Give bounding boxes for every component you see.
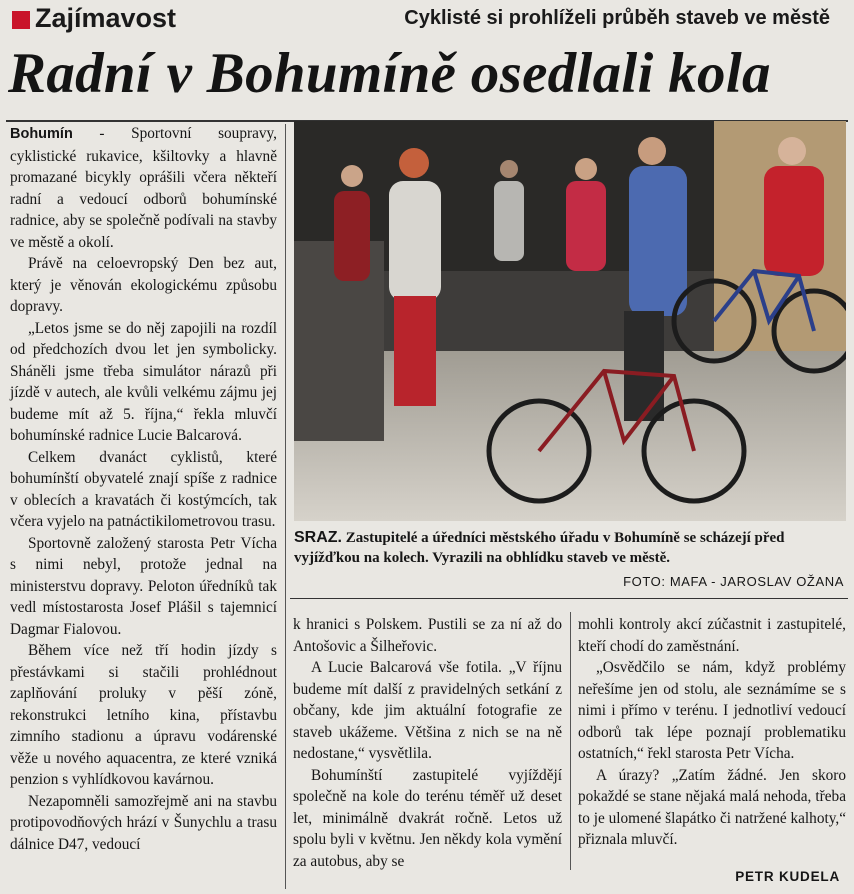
article-column-3 [578,614,846,851]
lead-paragraph: Bohumín - Sportovní soupravy, cyklistické rukavice, kšiltovky a hlavně promazané bicykly oprášili včera někteří radní a vedoucí odborů bohumínské radnice, aby se společně podívali na stavby ve městě a okolí. [10,125,277,251]
caption-rule [290,598,848,599]
caption-text: Zastupitelé a úředníci městského úřadu v Bohumíně se scházejí před vyjížďkou na kolech. Vyrazili na obhlídku staveb ve městě. [294,530,785,566]
paragraph: „Osvědčilo se nám, když problémy neřešíme jen od stolu, ale seznámíme se s nimi i přímo v terénu. I jednotliví vedoucí odborů tak lépe poznají problematiku ostatních,“ řekl starosta Petr Vícha. [578,659,846,762]
paragraph: A Lucie Balcarová vše fotila. „V říjnu budeme mít další z pravidelných setkání z občany, kde jim aktuální fotografie ze staveb ukážeme. Většina z nich se na ně nedostane,“ vysvětlila. [293,659,562,762]
paragraph: Celkem dvanáct cyklistů, které bohumínští obyvatelé znají spíše z radnice v oblecích a kravatách či kostýmcích, tak včera vyjelo na patnáctikilometrovou trasu. [10,448,277,530]
column-divider [570,612,571,870]
paragraph: k hranici s Polskem. Pustili se za ní až do Antošovic a Šilheřovic. [293,616,562,655]
paragraph: mohli kontroly akcí zúčastnit i zastupitelé, kteří chodí do zaměstnání. [578,616,846,655]
rubric-marker [12,11,30,29]
cyclists-illustration [294,121,846,521]
author-byline: PETR KUDELA [735,869,840,884]
article-headline: Radní v Bohumíně osedlali kola [8,42,771,105]
photo-caption [294,528,846,568]
column-divider [285,124,286,889]
article-subheading: Cyklisté si prohlíželi průběh staveb ve městě [404,7,830,29]
news-photo-cyclists [294,121,846,521]
article-header [0,0,854,124]
paragraph: Nezapomněli samozřejmě ani na stavbu protipovodňových hrází v Šunychlu a trasu dálnice D47, vedoucí [10,792,277,853]
paragraph: Sportovně založený starosta Petr Vícha s nimi nebyl, protože jednal na ministerstvu dopravy. Peloton úředníků tak vedl místostarosta Josef Plášil s tajemnicí Dagmar Fialovou. [10,534,277,638]
dateline: Bohumín [10,126,73,142]
paragraph: Právě na celoevropský Den bez aut, který je věnován ekologickému způsobu dopravy. [10,255,277,315]
article-column-2 [293,614,562,872]
article-column-1 [10,123,277,855]
paragraph: A úrazy? „Zatím žádné. Jen skoro pokaždé se stane nějaká malá nehoda, třeba to je ulomené šlapátko či natržené kalhoty,“ přiznala mluvčí. [578,766,846,848]
caption-tag: SRAZ. [294,529,342,546]
paragraph: „Letos jsme se do něj zapojili na rozdíl od předchozích dvou let jen symbolicky. Sháněli jsme třeba simulátor nárazů při jízdě v autech, ale kvůli velkému zájmu jej budeme mít až 5. října,“ řekla mluvčí bohumínské radnice Lucie Balcarová. [10,319,277,444]
paragraph: Bohumínští zastupitelé vyjíždějí společně na kole do terénu téměř už deset let, minimálně dvakrát ročně. Letos už spolu byli v květnu. Jen někdy kola vymění za autobus, aby se [293,766,562,870]
rubric-label: Zajímavost [35,3,177,33]
photo-credit: FOTO: MAFA - JAROSLAV OŽANA [623,574,844,589]
paragraph: Během více než tří hodin jízdy s přestávkami si stačili prohlédnout zaplňování proluky v pěší zóně, rekonstrukci letního kina, přístavbu zimního stadionu a úpravu vodárenské věže u nového aquacentra, ze které vzniká penzion s vyhlídkovou kavárnou. [10,642,277,788]
